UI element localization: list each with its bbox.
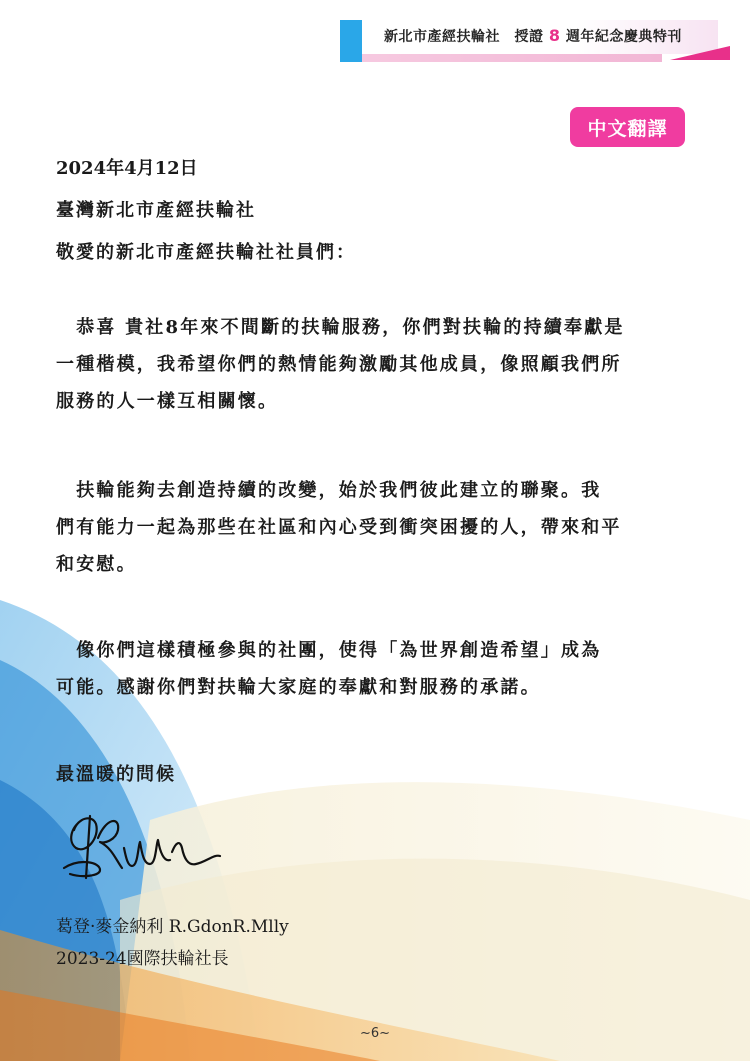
translation-badge: 中文翻譯 (570, 107, 685, 147)
paragraph-3-line: 可能。感謝你們對扶輪大家庭的奉獻和對服務的承諾。 (56, 677, 541, 698)
header-title-pre: 新北市產經扶輪社 授證 (384, 29, 544, 45)
paragraph-1-line: 一種楷模，我希望你們的熱情能夠激勵其他成員，像照顧我們所 (56, 354, 622, 375)
signer-name: 葛登·麥金納利 R.GdonR.Mlly (56, 917, 289, 937)
paragraph-1-line: 恭喜 貴社8年來不間斷的扶輪服務，你們對扶輪的持續奉獻是 (56, 317, 625, 338)
paragraph-1 (56, 309, 696, 420)
header-blue-block (340, 20, 362, 62)
paragraph-3 (56, 632, 696, 706)
header-pink-wedge (670, 46, 730, 60)
paragraph-3-line: 像你們這樣積極參與的社團，使得「為世界創造希望」成為 (56, 640, 602, 661)
closing: 最溫暖的問候 (56, 764, 176, 785)
paragraph-2 (56, 472, 696, 583)
paragraph-1-line: 服務的人一樣互相關懷。 (56, 391, 279, 412)
header-title-number: 8 (548, 26, 561, 45)
salutation: 敬愛的新北市產經扶輪社社員們： (56, 242, 356, 263)
publication-header (340, 14, 730, 62)
page-number: ~6~ (359, 1026, 391, 1041)
paragraph-2-line: 和安慰。 (56, 554, 137, 575)
paragraph-2-line: 們有能力一起為那些在社區和內心受到衝突困擾的人，帶來和平 (56, 517, 622, 538)
signer-title: 2023-24國際扶輪社長 (56, 949, 229, 969)
handwritten-signature (60, 808, 230, 888)
letter-date: 2024年4月12日 (56, 158, 198, 179)
paragraph-2-line: 扶輪能夠去創造持續的改變，始於我們彼此建立的聯聚。我 (56, 480, 602, 501)
header-title (384, 26, 682, 46)
header-pink-line (362, 54, 662, 62)
header-title-post: 週年紀念慶典特刊 (565, 29, 682, 45)
recipient-org: 臺灣新北市產經扶輪社 (56, 200, 256, 221)
